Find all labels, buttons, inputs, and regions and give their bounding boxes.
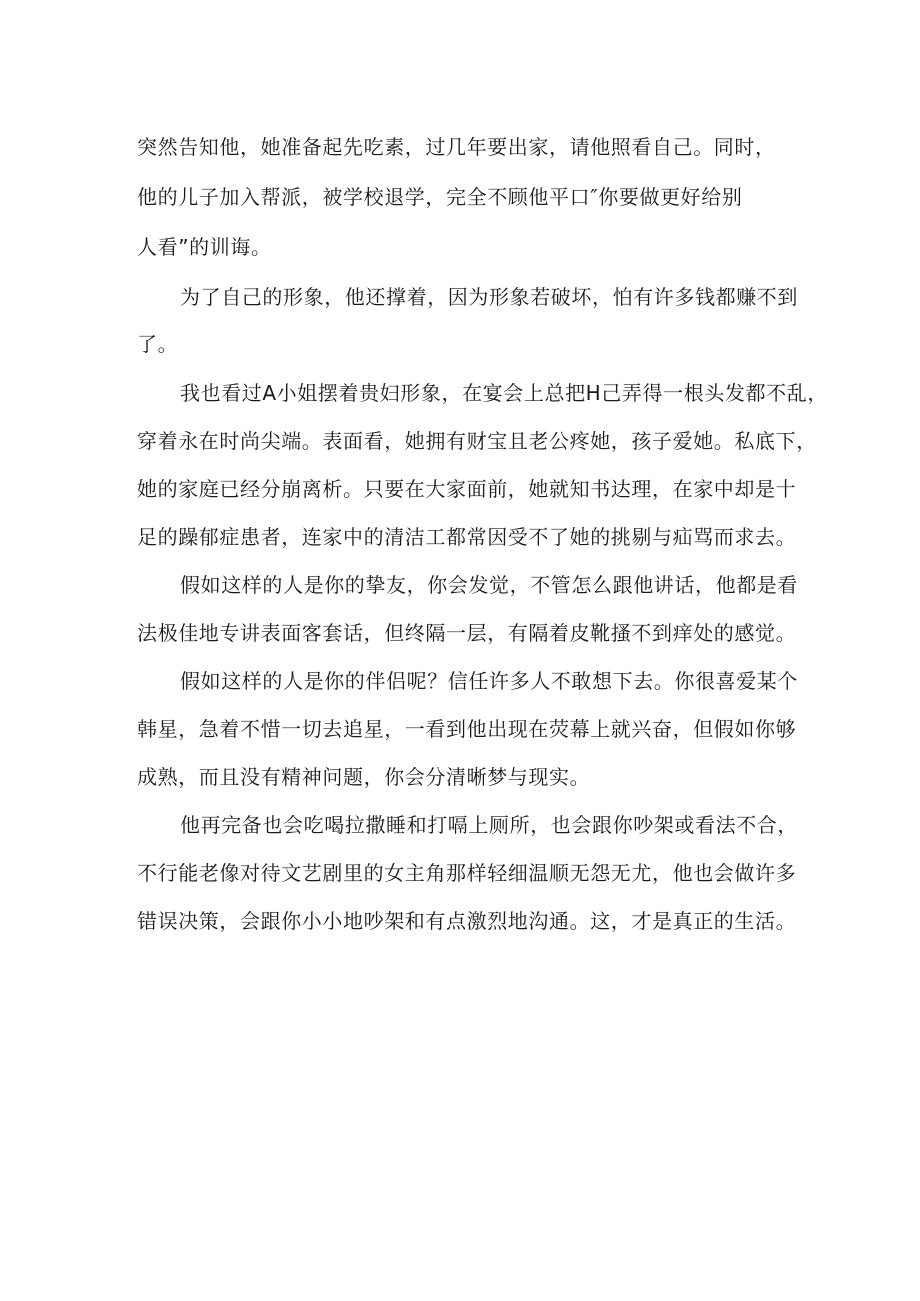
text-line: 不行能老像对待文艺剧里的女主角那样轻细温顺无怨无尤，他也会做许多 bbox=[137, 861, 797, 885]
text-line: 他再完备也会吃喝拉撒睡和打嗝上厕所，也会跟你吵架或看法不合， bbox=[180, 813, 798, 837]
text-line: 穿着永在时尚尖端。表面看，她拥有财宝且老公疼她，孩子爱她。私底下， bbox=[137, 429, 817, 453]
text-line: 成熟，而且没有精神问题，你会分清晰梦与现实。 bbox=[137, 765, 591, 789]
text-line: 突然告知他，她准备起先吃素，过几年要出家，请他照看自己。同时， bbox=[137, 135, 776, 159]
text-line: 法极佳地专讲表面客套话，但终隔一层，有隔着皮靴搔不到痒处的感觉。 bbox=[137, 621, 797, 645]
text-line: 韩星，急着不惜一切去追星，一看到他出现在荧幕上就兴奋，但假如你够 bbox=[137, 717, 797, 741]
text-line: 我也看过A小姐摆着贵妇形象，在宴会上总把H己弄得一根头发都不乱， bbox=[180, 381, 828, 405]
text-line: 人看”的训诲。 bbox=[137, 235, 272, 259]
text-line: 假如这样的人是你的伴侣呢？信任许多人不敢想下去。你很喜爱某个 bbox=[180, 669, 798, 693]
text-line: 为了自己的形象，他还撑着，因为形象若破坏，怕有许多钱都赚不到 bbox=[180, 285, 798, 309]
text-line: 错误决策，会跟你小小地吵架和有点激烈地沟通。这，才是真正的生活。 bbox=[137, 909, 797, 933]
text-line: 她的家庭已经分崩离析。只要在大家面前，她就知书达理，在家中却是十 bbox=[137, 477, 797, 501]
text-line: 足的躁郁症患者，连家中的清洁工都常因受不了她的挑剔与疝骂而求去。 bbox=[137, 525, 797, 549]
text-line: 了。 bbox=[137, 332, 179, 356]
text-line: 他的儿子加入帮派，被学校退学，完全不顾他平口″你要做更好给别 bbox=[137, 185, 743, 209]
text-line: 假如这样的人是你的挚友，你会发觉，不管怎么跟他讲话，他都是看 bbox=[180, 573, 798, 597]
